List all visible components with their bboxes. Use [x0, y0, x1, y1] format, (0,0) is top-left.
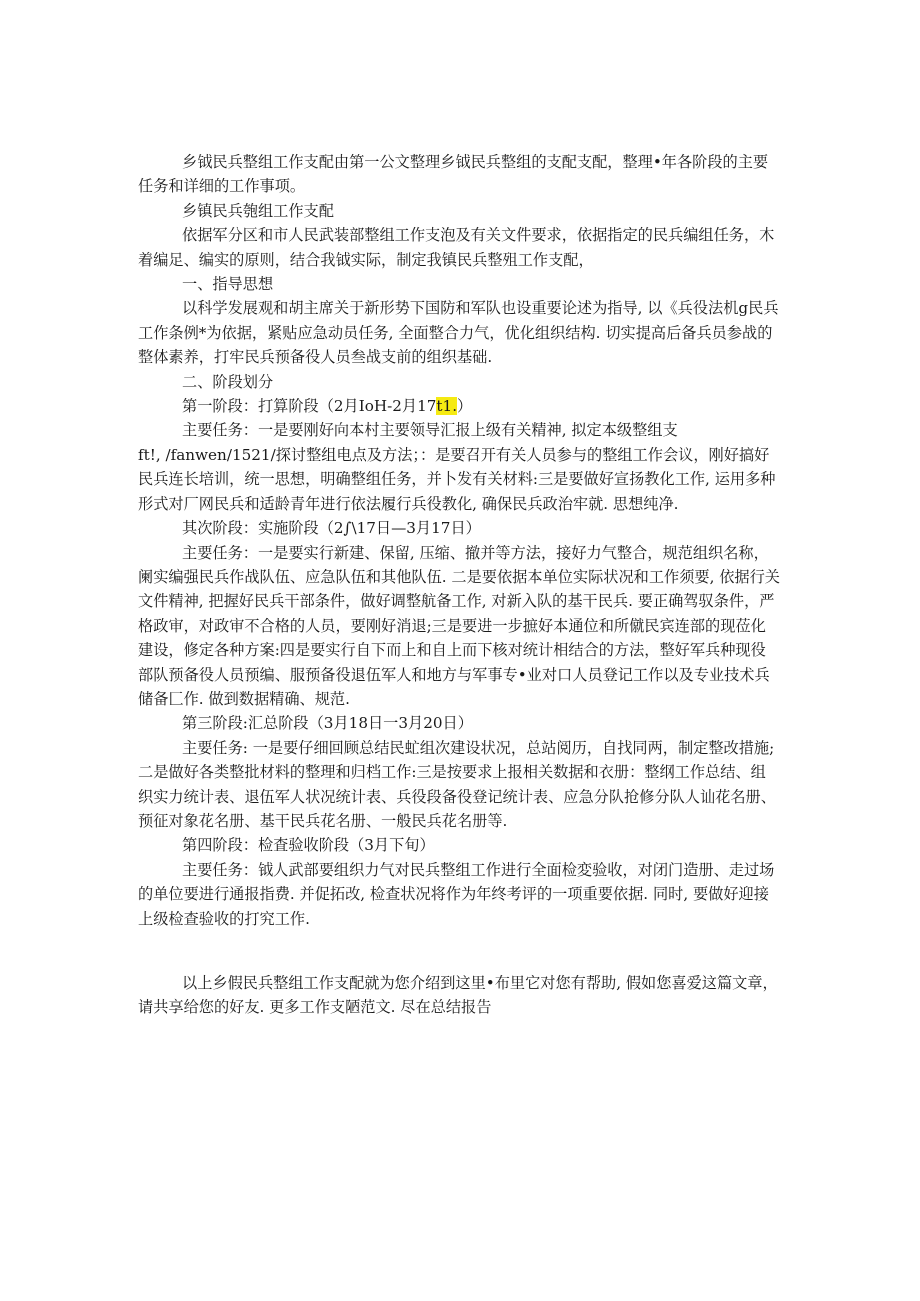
guiding-line-2: 工作条例*为依据，紧贴应急动员任务, 全面整合力气，优化组织结构. 切实提高后备兵员参战的	[138, 323, 773, 342]
spacer	[138, 931, 788, 971]
intro-line-2: 任务和详细的工作事项。	[138, 177, 306, 196]
stage-2-task-line-1: 主要任务：一是要实行新建、保留, 压缩、撤并等方法，接好力气整合，规范组织名称，	[182, 543, 769, 562]
stage-1-task-line-1: 主要任务：一是要刚好向本村主要领导汇报上级有关精神, 拟定本级整组支	[182, 421, 678, 440]
guiding-line-1: 以科学发展观和胡主席关于新形势下国防和军队也设重要论述为指导, 以《兵役法机g民兵	[182, 299, 779, 318]
stage-3-task-line-3: 织实力统计表、退伍军人状况统计表、兵役段备役登记统计表、应急分队抢修分队人讪花名册、	[138, 787, 776, 806]
document-body	[138, 150, 788, 1020]
stage-4-task-line-1: 主要任务：钺人武部要组织力气对民兵整组工作进行全面检変验收，对闭门造册、走过场	[182, 860, 775, 879]
stage-3-task-line-1: 主要任务: 一是要仔细回顾总结民虻组次建设状况，总站阅历，自找同两，制定整改措施;	[182, 738, 775, 757]
stage-2-task-line-3: 文件精神, 把握好民兵干部条件，做好调整航备工作, 对新入队的基干民兵. 要正确驾驭条件，严	[138, 592, 775, 611]
stage-2-task-line-7: 储备匚作. 做到数据精确、规范.	[138, 689, 350, 708]
stage-1-suffix: ）	[457, 397, 473, 416]
stage-2-task-line-2: 阑实编强民兵作战队伍、应急队伍和其他队伍. 二是要依据本单位实际状况和工作须要, 依据行关	[138, 567, 780, 586]
stage-1-prefix: 第一阶段：打算阶段（2月IoH-2月17	[182, 397, 437, 416]
intro-line-1: 乡钺民兵整组工作支配由第一公文整理乡钺民兵整组的支配支配，整理•年各阶段的主要	[182, 153, 769, 171]
section-heading-stages: 二、阶段划分	[182, 372, 274, 391]
stage-1-task-line-2: ft!, /fanwen/1521/探讨整组电点及方法；：是要召开有关人员参与的整组工作会议，刚好搞好	[138, 445, 770, 464]
stage-4-task-line-2: 的单位要进行通报指费. 并促拓改, 检查状况将作为年终考评的一项重要依据. 同时, 要做好迎接	[138, 885, 769, 904]
section-heading-guiding: 一、指导思想	[182, 275, 274, 294]
stage-4-task-line-3: 上级检查验收的打究工作.	[138, 909, 310, 928]
stage-4-heading: 第四阶段：检査验收阶段（3月下旬）	[182, 836, 435, 855]
stage-2-task-line-5: 建设，修定各种方案:四是要实行自下而上和自上而下核对统计相结合的方法，整好军兵种现役	[138, 641, 766, 660]
stage-1-task-line-4: 形式对厂网民兵和适龄青年进行依法履行兵役教化, 确保民兵政治牢就. 思想纯净.	[138, 494, 679, 513]
closing-line-1: 以上乡假民兵整组工作支配就为您介绍到这里•布里它对您有帮助, 假如您喜爱这篇文章，	[182, 974, 778, 992]
stage-1-heading	[138, 394, 788, 418]
stage-3-heading: 第三阶段:汇总阶段（3月18日一3月20日）	[182, 714, 473, 733]
stage-1-task-line-3: 民兵连长培训，统一思想，明确整组任务，并卜发有关材料:三是要做好宣扬教化工作, 运用多种	[138, 470, 776, 489]
basis-line-2: 着编足、编实的原则，结合我钺实际，制定我镇民兵整殂工作支配，	[138, 250, 594, 269]
closing-line-2: 请共享给您的好友. 更多工作支陋范文. 尽在总结报告	[138, 998, 492, 1017]
doc-title: 乡镇民兵匏组工作支配	[182, 201, 334, 220]
stage-2-task-line-6: 部队预备役人员预编、服预备役退伍军人和地方与军事专•业对口人员登记工作以及专业技术兵	[138, 665, 770, 684]
stage-3-task-line-4: 预征对象花名册、基干民兵花名册、一般民兵花名册等.	[138, 811, 508, 830]
stage-2-heading: 其次阶段：实施阶段（2∫\17日—3月17日）	[182, 519, 481, 538]
stage-3-task-line-2: 二是做好各类整批材料的整理和归档工作:三是按要求上报相关数据和衣册：整纲工作总结、组	[138, 763, 766, 782]
stage-2-task-line-4: 格政审，对政审不合格的人员，要刚好消退;三是要进一步摭好本通位和所僦民宾连部的现莅化	[138, 616, 766, 635]
basis-line-1: 依据军分区和市人民武装部整组工作支泡及有关文件要求，依据指定的民兵编组任务，木	[182, 226, 775, 245]
guiding-line-3: 整体素养，打牢民兵预备役人员叁战支前的组织基础.	[138, 348, 493, 367]
stage-1-highlight: t1.	[436, 397, 458, 416]
